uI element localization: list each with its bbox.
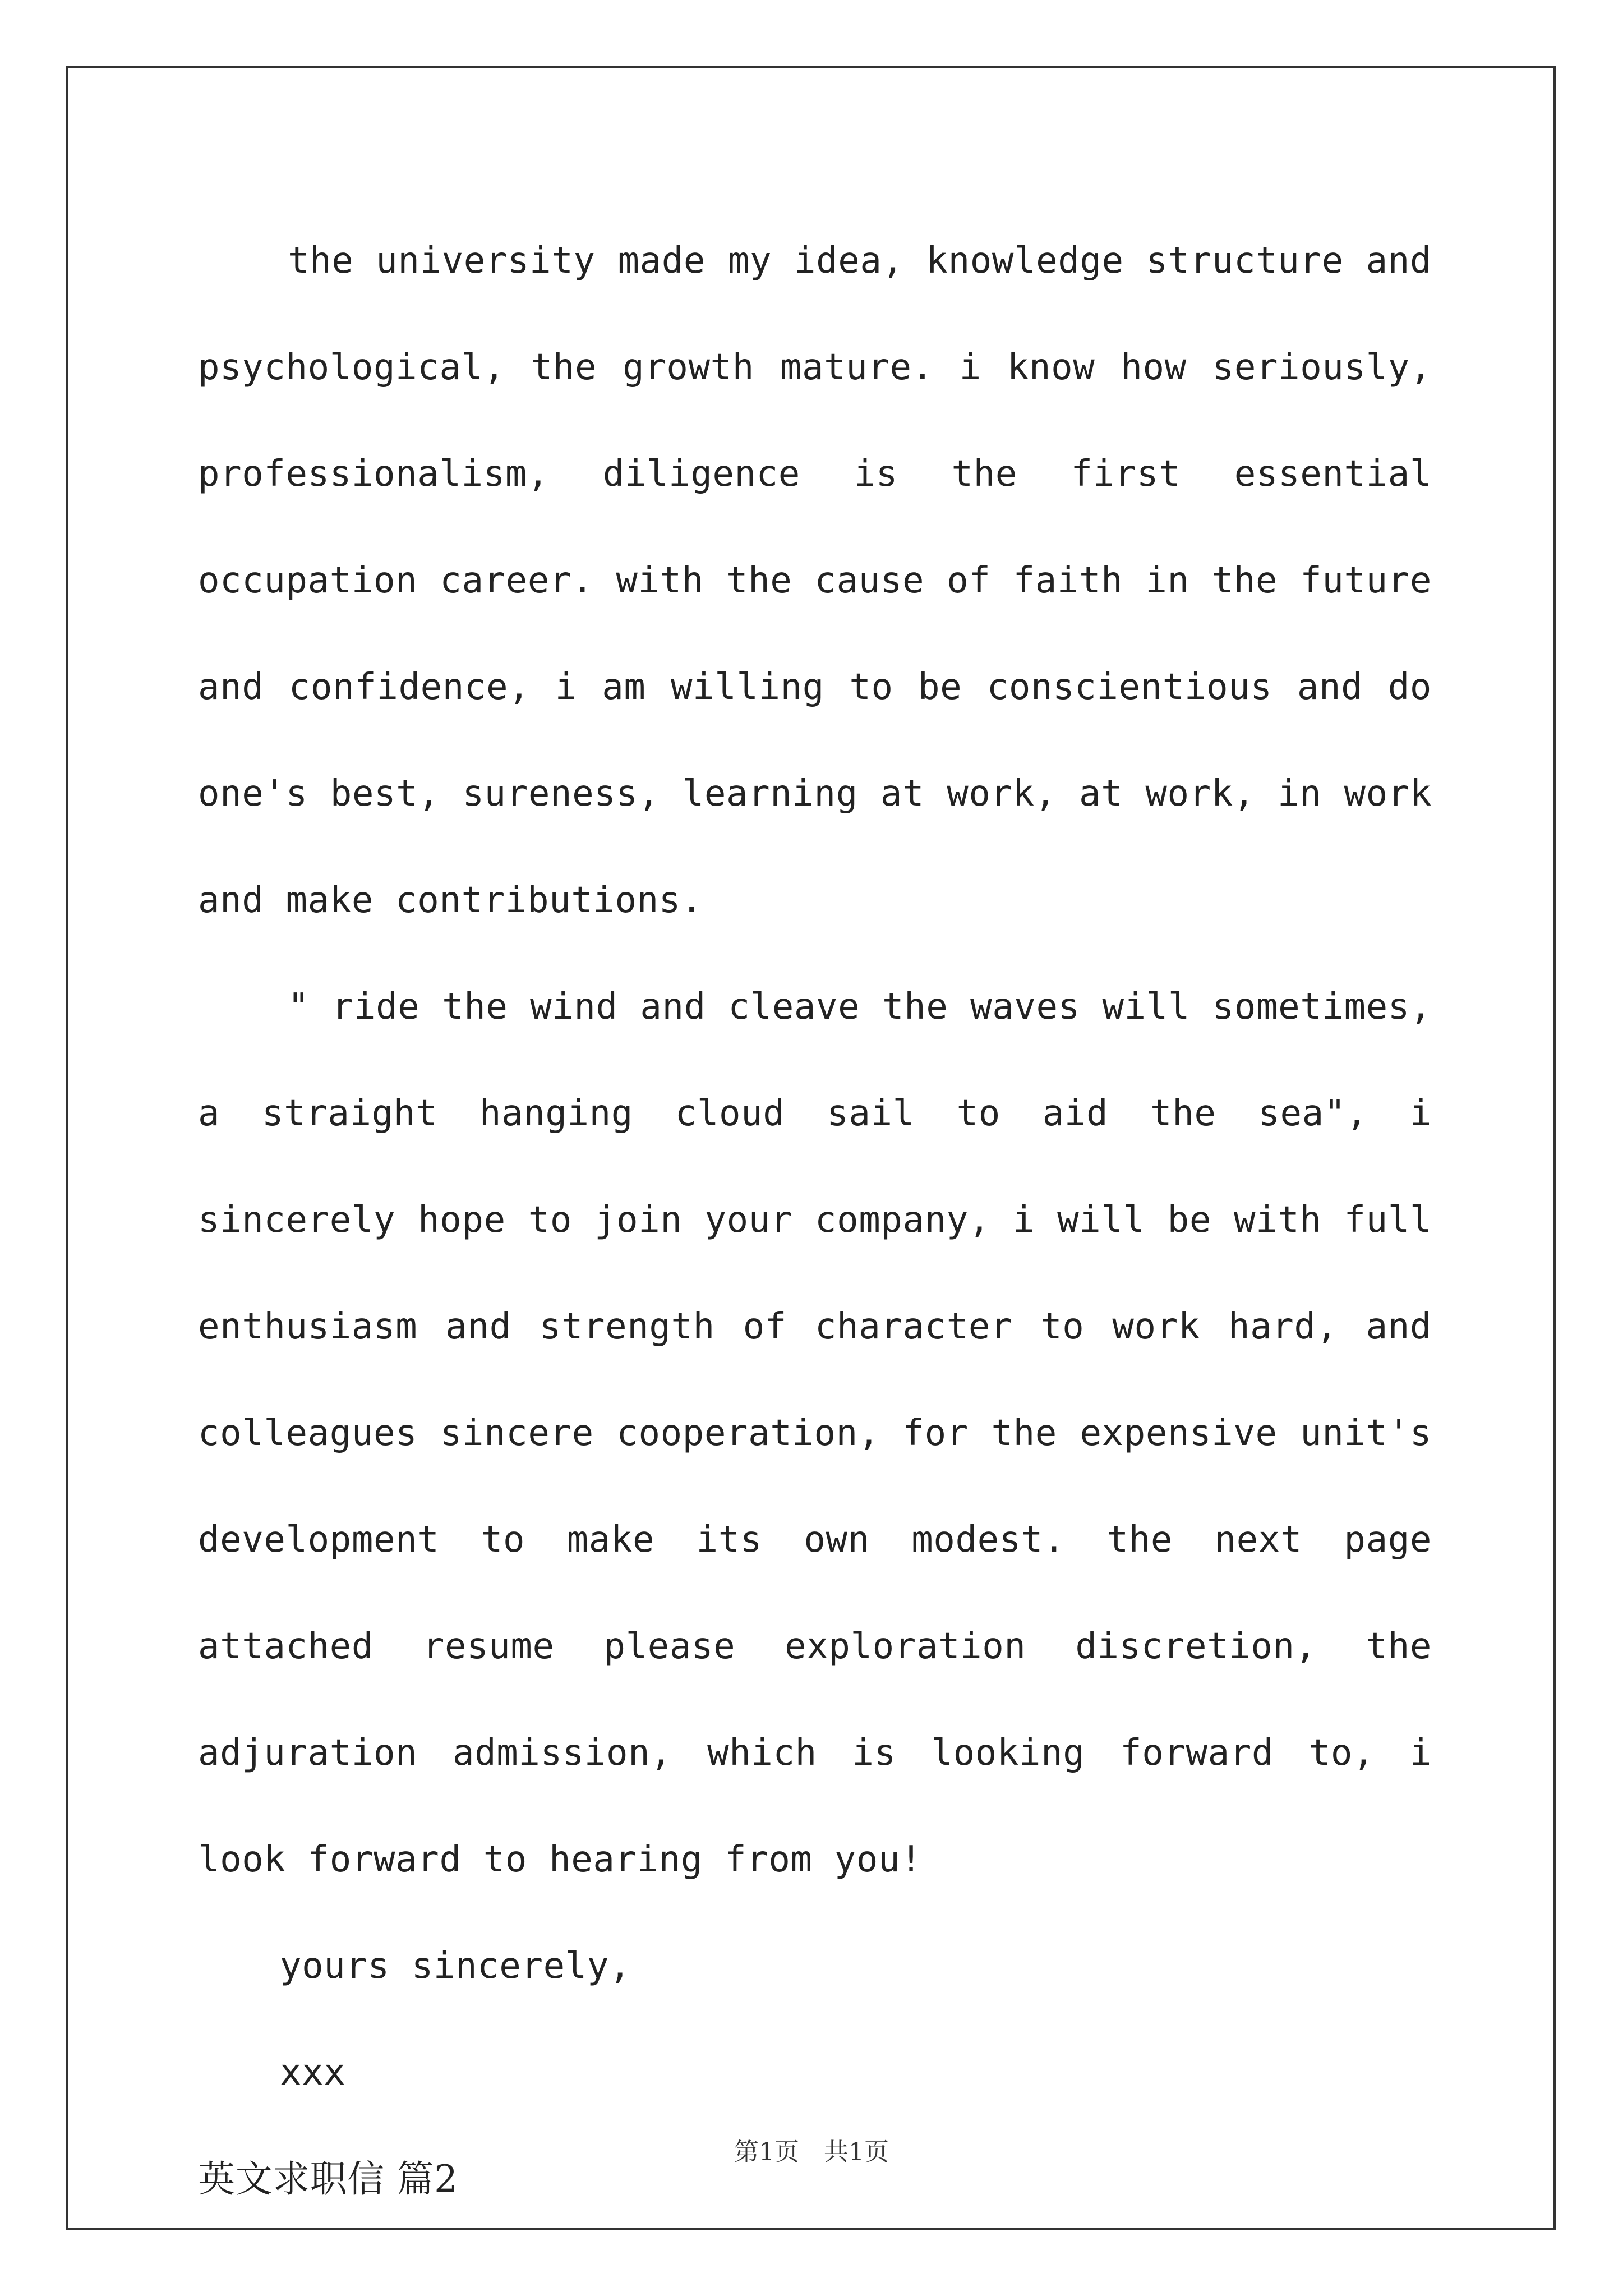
page-number-footer: 第1页 共1页 — [734, 2138, 889, 2166]
closing-salutation: yours sincerely, — [280, 1945, 631, 1987]
paragraph-1: the university made my idea, knowledge structure and psychological, the growth mature. i know how seriously, professionalism, diligence is the first essential occupation career. with the cause of faith in the future and confidence, i am willing to be conscientious and do one's best, sureness, learning at work, at work, in work and make contributions. — [198, 240, 1432, 921]
signature: xxx — [280, 2052, 346, 2093]
paragraph-2: " ride the wind and cleave the waves will sometimes, a straight hanging cloud sail to aid the sea", i sincerely hope to join your company, i will be with full enthusiasm and strength of character to work hard, and colleagues sincere cooperation, for the expensive unit's development to make its own modest. the next page attached resume please exploration discretion, the adjuration admission, which is looking forward to, i look forward to hearing from you! — [198, 986, 1432, 1880]
section-heading: 英文求职信 篇2 — [198, 2157, 458, 2201]
document-body — [198, 208, 1432, 2233]
